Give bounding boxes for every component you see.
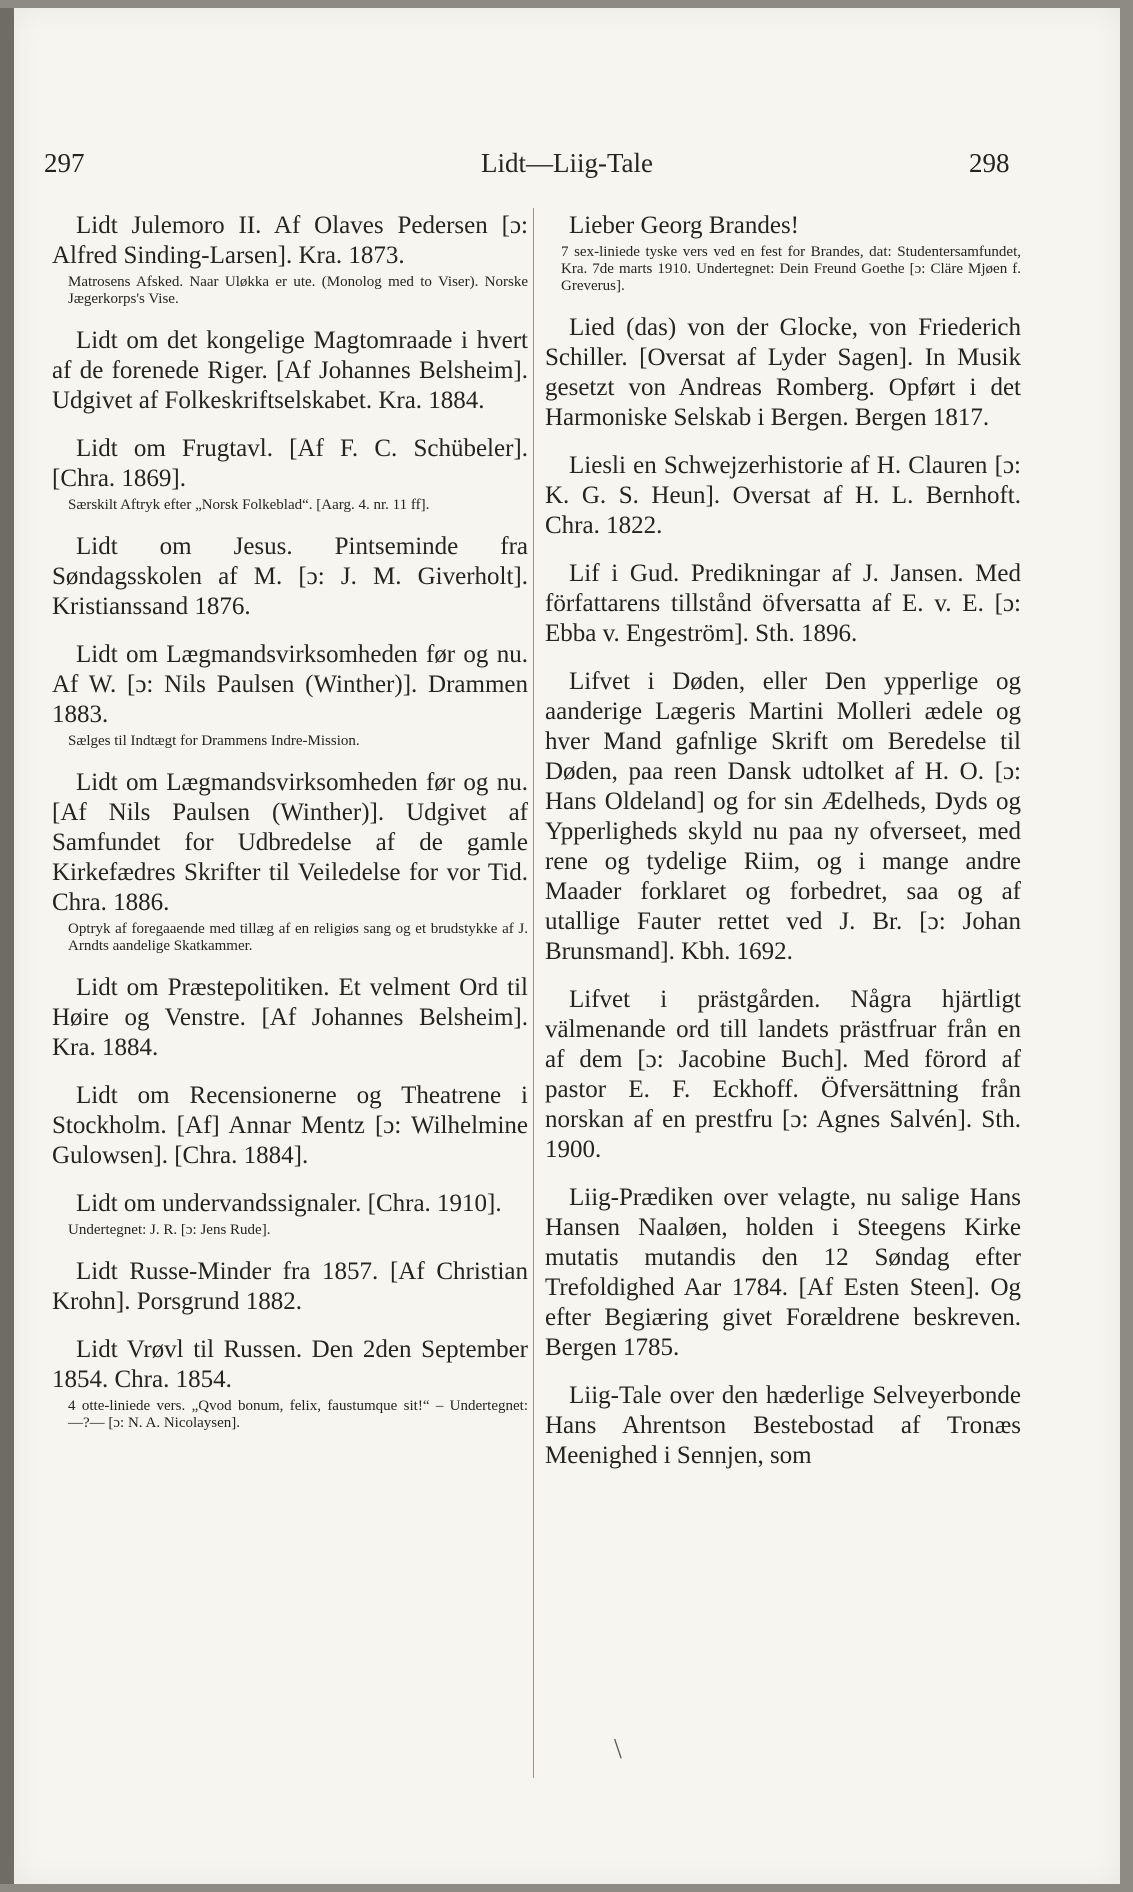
entry-note: Matrosens Afsked. Naar Uløkka er ute. (Monolog med to Viser). Norske Jægerkorps's Vise. xyxy=(68,274,528,307)
page-edge xyxy=(0,8,14,1884)
entry-text: Lidt Vrøvl til Russen. Den 2den September 1854. Chra. 1854. xyxy=(52,1336,528,1393)
bibliography-entry xyxy=(52,434,528,514)
entry-note: Særskilt Aftryk efter „Norsk Folkeblad“. [Aarg. 4. nr. 11 ff]. xyxy=(68,497,430,513)
entry-text: Lidt om Lægmandsvirksomheden før og nu. [Af Nils Paulsen (Winther)]. Udgivet af Samfundet for Udbredelse af de gamle Kirkefædres Skrifter til Veiledelse for vor Tid. Chra. 1886. xyxy=(52,769,528,916)
entry-note: Optryk af foregaaende med tillæg af en religiøs sang og et brudstykke af J. Arndts aandelige Skatkammer. xyxy=(68,921,528,954)
bibliography-entry xyxy=(545,1381,1021,1471)
entry-text: Lidt om Jesus. Pintseminde fra Søndagsskolen af M. [ɔ: J. M. Giverholt]. Kristianssand 1876. xyxy=(52,533,528,620)
entry-text: Lied (das) von der Glocke, von Friederich Schiller. [Oversat af Lyder Sagen]. In Musik gesetzt von Andreas Romberg. Opført i det Harmoniske Selskab i Bergen. Bergen 1817. xyxy=(545,314,1021,431)
bibliography-entry xyxy=(545,985,1021,1165)
entry-text: Lifvet i prästgården. Några hjärtligt välmenande ord till landets prästfruar från en af dem [ɔ: Jacobine Buch]. Med förord af pastor E. F. Eckhoff. Öfversättning från norskan af en prestfru [ɔ: Agnes Salvén]. Sth. 1900. xyxy=(545,986,1021,1163)
book-page xyxy=(14,8,1120,1884)
entry-text: Lidt Julemoro II. Af Olaves Pedersen [ɔ: Alfred Sinding-Larsen]. Kra. 1873. xyxy=(52,212,528,269)
entry-text: Lidt om Frugtavl. [Af F. C. Schübeler]. [Chra. 1869]. xyxy=(52,435,528,492)
entry-text: Lieber Georg Brandes! xyxy=(569,212,800,239)
entry-text: Lidt Russe-Minder fra 1857. [Af Christian Krohn]. Porsgrund 1882. xyxy=(52,1258,528,1315)
bibliography-entry xyxy=(545,211,1021,295)
page-number-right: 298 xyxy=(969,148,1010,178)
bibliography-entry xyxy=(545,667,1021,967)
entry-note: Sælges til Indtægt for Drammens Indre-Mission. xyxy=(68,733,360,749)
page-number-left: 297 xyxy=(44,148,85,178)
bibliography-entry xyxy=(52,1335,528,1432)
bibliography-entry xyxy=(545,313,1021,433)
bibliography-entry xyxy=(52,326,528,416)
page-tail-mark: \ xyxy=(614,1734,622,1765)
left-column xyxy=(52,211,528,1450)
bibliography-entry xyxy=(545,1183,1021,1363)
bibliography-entry xyxy=(545,559,1021,649)
entry-note: 4 otte-liniede vers. „Qvod bonum, felix, faustumque sit!“ – Undertegnet: —?— [ɔ: N. A. Nicolaysen]. xyxy=(68,1398,528,1431)
bibliography-entry xyxy=(52,1081,528,1171)
column-divider xyxy=(533,208,534,1778)
entry-text: Liesli en Schwejzerhistorie af H. Clauren [ɔ: K. G. S. Heun]. Oversat af H. L. Bernhoft. Chra. 1822. xyxy=(545,452,1021,539)
bibliography-entry xyxy=(52,640,528,750)
bibliography-entry xyxy=(52,1189,528,1239)
entry-text: Liig-Tale over den hæderlige Selveyerbonde Hans Ahrentson Bestebostad af Tronæs Meenighed i Sennjen, som xyxy=(545,1382,1021,1469)
entry-note: 7 sex-liniede tyske vers ved en fest for Brandes, dat: Studentersamfundet, Kra. 7de marts 1910. Undertegnet: Dein Freund Goethe [ɔ: Cläre Mjøen f. Greverus]. xyxy=(561,244,1021,294)
bibliography-entry xyxy=(52,532,528,622)
bibliography-entry xyxy=(52,973,528,1063)
right-column xyxy=(545,211,1021,1489)
entry-text: Lidt om undervandssignaler. [Chra. 1910]. xyxy=(76,1190,502,1217)
entry-text: Lidt om det kongelige Magtomraade i hvert af de forenede Riger. [Af Johannes Belsheim]. Udgivet af Folkeskriftselskabet. Kra. 1884. xyxy=(52,327,528,414)
entry-text: Lidt om Lægmandsvirksomheden før og nu. Af W. [ɔ: Nils Paulsen (Winther)]. Drammen 1883. xyxy=(52,641,528,728)
entry-text: Lif i Gud. Predikningar af J. Jansen. Med författarens tillstånd öfversatta af E. v. E. [ɔ: Ebba v. Engeström]. Sth. 1896. xyxy=(545,560,1021,647)
entry-text: Lidt om Præstepolitiken. Et velment Ord til Høire og Venstre. [Af Johannes Belsheim]. Kra. 1884. xyxy=(52,974,528,1061)
entry-note: Undertegnet: J. R. [ɔ: Jens Rude]. xyxy=(68,1222,271,1238)
entry-text: Lifvet i Døden, eller Den ypperlige og aanderige Lægeris Martini Molleri ædele og hver Mand gafnlige Skrift om Beredelse til Døden, paa reen Dansk udtolket af H. O. [ɔ: Hans Oldeland] og for sin Ædelheds, Dyds og Ypperligheds skyld nu paa ny ofverseet, med rene og tydelige Riim, og i mange andre Maader forklaret og forbedret, saa og af utallige Fauter rettet ved J. Br. [ɔ: Johan Brunsmand]. Kbh. 1692. xyxy=(545,668,1021,965)
bibliography-entry xyxy=(545,451,1021,541)
entry-text: Lidt om Recensionerne og Theatrene i Stockholm. [Af] Annar Mentz [ɔ: Wilhelmine Gulowsen]. [Chra. 1884]. xyxy=(52,1082,528,1169)
running-title: Lidt—Liig-Tale xyxy=(480,148,654,178)
bibliography-entry xyxy=(52,211,528,308)
bibliography-entry xyxy=(52,768,528,955)
entry-text: Liig-Prædiken over velagte, nu salige Hans Hansen Naaløen, holden i Steegens Kirke mutatis mutandis den 12 Søndag efter Trefoldighed Aar 1784. [Af Esten Steen]. Og efter Begiæring givet Forældrene beskreven. Bergen 1785. xyxy=(545,1184,1021,1361)
bibliography-entry xyxy=(52,1257,528,1317)
